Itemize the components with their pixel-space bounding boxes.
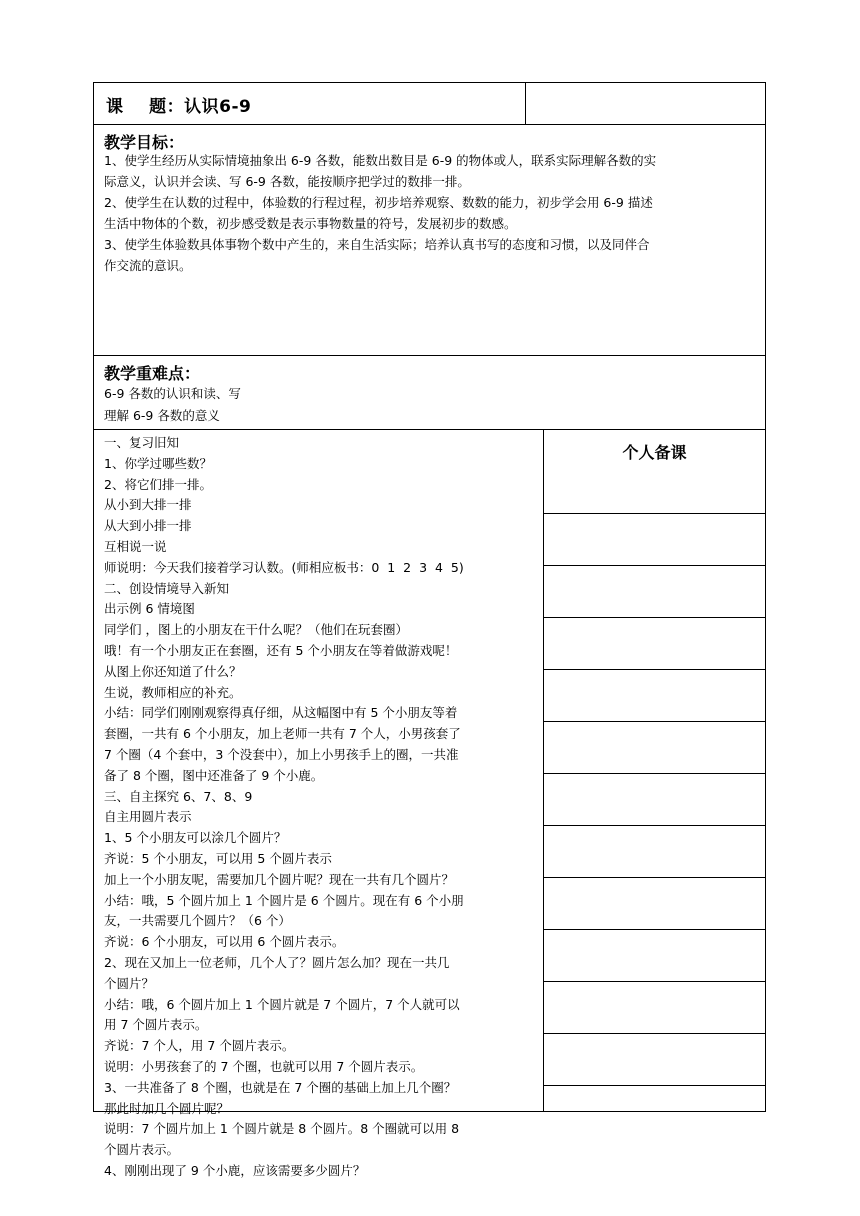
teaching-process-section (94, 430, 765, 1178)
process-line: 那此时加几个圆片呢？ (104, 1100, 230, 1116)
personal-prep-column (544, 430, 765, 1111)
process-line: 个圆片？ (104, 975, 155, 991)
prep-note-cell (544, 618, 765, 670)
process-line: 友，一共需要几个圆片？（6 个） (104, 913, 291, 929)
key-points-section (94, 356, 765, 430)
process-line: 1、你学过哪些数？ (104, 455, 212, 471)
goal-line: 生活中物体的个数，初步感受数是表示事物数量的符号，发展初步的数感。 (104, 216, 517, 231)
prep-note-cell (544, 514, 765, 566)
process-line: 齐说：6 个小朋友，可以用 6 个圆片表示。 (104, 934, 345, 950)
goal-line: 1、使学生经历从实际情境抽象出 6-9 各数，能数出数目是 6-9 的物体或人，联系实际理解各数的实 (104, 153, 657, 168)
process-line: 三、自主探究 6、7、8、9 (104, 788, 253, 804)
process-line: 说明：7 个圆片加上 1 个圆片就是 8 个圆片。8 个圈就可以用 8 (104, 1121, 460, 1137)
process-line: 哦！有一个小朋友正在套圈，还有 5 个小朋友在等着做游戏呢！ (104, 643, 458, 658)
process-line: 齐说：5 个小朋友，可以用 5 个圆片表示 (104, 851, 332, 866)
title-cell (94, 83, 526, 124)
process-line: 套圈，一共有 6 个小朋友，加上老师一共有 7 个人，小男孩套了 (104, 726, 461, 742)
prep-note-cell (544, 1034, 765, 1086)
process-line: 1、5 个小朋友可以涂几个圆片？ (104, 830, 287, 846)
teaching-process-column (94, 430, 544, 1178)
lesson-title: 课 题：认识6-9 (106, 97, 252, 117)
teaching-goals-section (94, 125, 765, 356)
teaching-goals-heading: 教学目标： (104, 133, 185, 152)
process-line: 3、一共准备了 8 个圈，也就是在 7 个圈的基础上加上几个圈？ (104, 1079, 457, 1095)
prep-note-cell (544, 722, 765, 774)
process-line: 互相说一说 (104, 539, 167, 554)
process-line: 说明：小男孩套了的 7 个圈，也就可以用 7 个圆片表示。 (104, 1059, 424, 1074)
process-line: 用 7 个圆片表示。 (104, 1017, 208, 1033)
process-line: 7 个圈（4 个套中，3 个没套中），加上小男孩手上的圈，一共准 (104, 747, 459, 762)
prep-note-cell (544, 670, 765, 722)
process-line: 加上一个小朋友呢，需要加几个圆片呢？现在一共有几个圆片？ (104, 871, 455, 887)
title-row (94, 83, 765, 125)
prep-note-cell (544, 1086, 765, 1138)
prep-note-cell (544, 826, 765, 878)
process-line: 小结：哦，5 个圆片加上 1 个圆片是 6 个圆片。现在有 6 个小朋 (104, 892, 464, 908)
goal-line: 2、使学生在认数的过程中，体验数的行程过程，初步培养观察、数数的能力，初步学会用 6-9 描述 (104, 195, 653, 210)
goal-line: 3、使学生体验数具体事物个数中产生的，来自生活实际；培养认真书写的态度和习惯，以及同伴合 (104, 237, 650, 252)
process-line: 师说明：今天我们接着学习认数。(师相应板书：0 1 2 3 4 5) (104, 559, 464, 575)
prep-note-cell (544, 566, 765, 618)
process-line: 小结：哦，6 个圆片加上 1 个圆片就是 7 个圆片，7 个人就可以 (104, 996, 460, 1012)
process-line: 一、复习旧知 (104, 435, 180, 450)
prep-note-cell (544, 930, 765, 982)
process-line: 2、将它们排一排。 (104, 476, 212, 492)
prep-note-cell (544, 774, 765, 826)
process-line: 生说，教师相应的补充。 (104, 684, 242, 700)
process-line: 齐说：7 个人，用 7 个圆片表示。 (104, 1038, 295, 1054)
goal-line: 作交流的意识。 (104, 258, 192, 273)
process-line: 从图上你还知道了什么？ (104, 663, 242, 679)
process-line: 个圆片表示。 (104, 1142, 180, 1158)
key-points-heading: 教学重难点： (104, 364, 201, 383)
process-line: 同学们 ，图上的小朋友在干什么呢？（他们在玩套圈） (104, 622, 408, 638)
key-point-line: 理解 6-9 各数的意义 (104, 408, 220, 423)
process-line: 2、现在又加上一位老师，几个人了？圆片怎么加？现在一共几 (104, 955, 450, 970)
key-point-line: 6-9 各数的认识和读、写 (104, 386, 241, 401)
process-line: 小结：同学们刚刚观察得真仔细，从这幅图中有 5 个小朋友等着 (104, 705, 458, 721)
personal-prep-header-cell (544, 430, 765, 514)
process-line: 出示例 6 情境图 (104, 601, 195, 617)
process-line: 备了 8 个圈，图中还准备了 9 个小鹿。 (104, 767, 324, 783)
process-line: 4、刚刚出现了 9 个小鹿，应该需要多少圆片？ (104, 1163, 366, 1178)
prep-note-cell (544, 878, 765, 930)
prep-note-cell (544, 982, 765, 1034)
process-line: 从大到小排一排 (104, 518, 192, 534)
personal-prep-heading: 个人备课 (622, 443, 687, 462)
lesson-plan-table (93, 82, 766, 1178)
goal-line: 际意义，认识并会读、写 6-9 各数，能按顺序把学过的数排一排。 (104, 174, 470, 189)
process-line: 二、创设情境导入新知 (104, 580, 230, 596)
process-line: 自主用圆片表示 (104, 809, 192, 825)
process-line: 从小到大排一排 (104, 497, 192, 513)
